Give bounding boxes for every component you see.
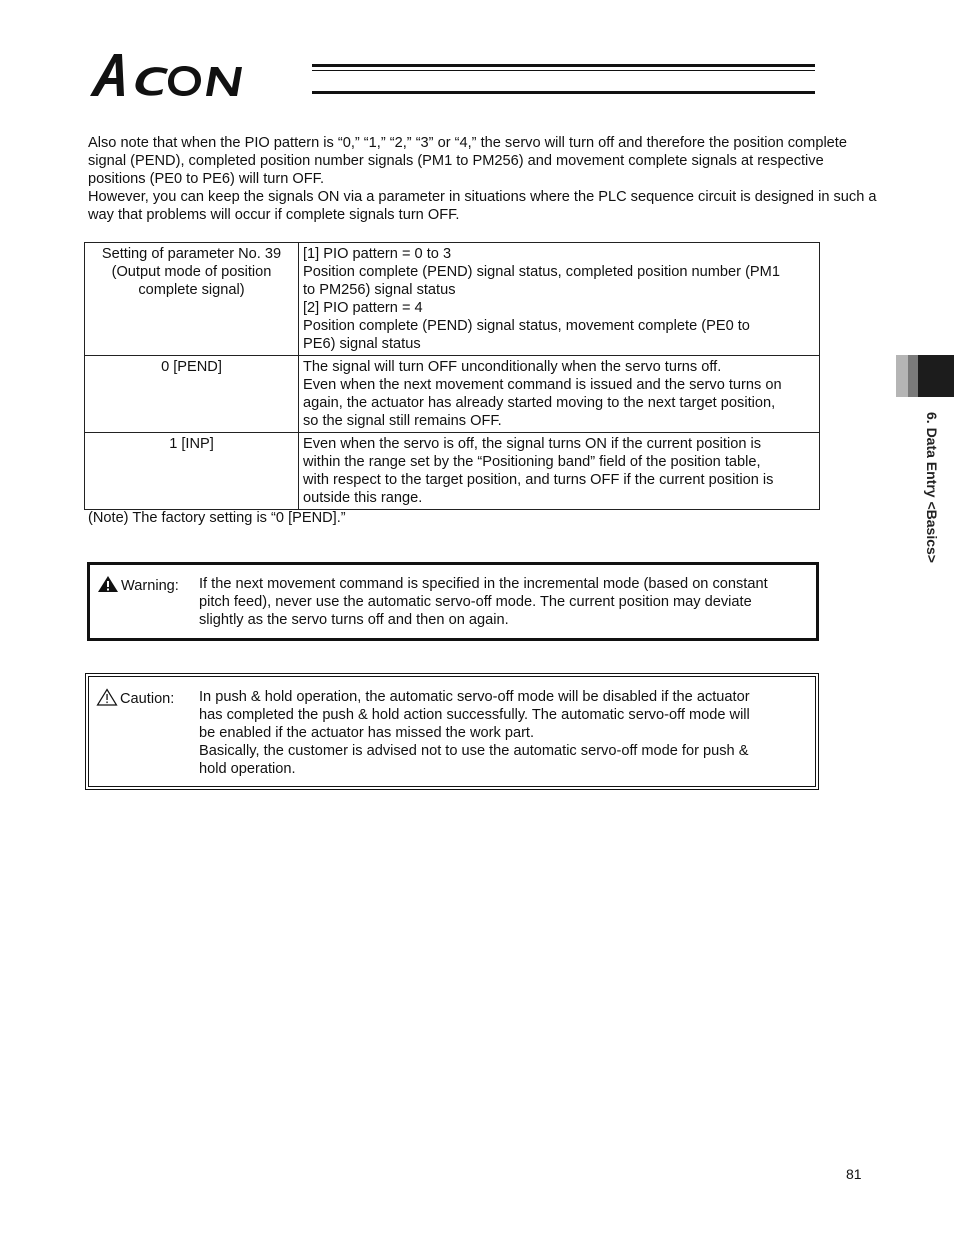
- page-number: 81: [846, 1166, 862, 1182]
- section-label: 6. Data Entry <Basics>: [924, 412, 940, 563]
- cell-line: Even when the servo is off, the signal turns ON if the current position is: [303, 436, 762, 452]
- caution-label-text: Caution:: [120, 691, 175, 707]
- caution-line: Basically, the customer is advised not to use the automatic servo-off mode for push &: [199, 743, 749, 759]
- acon-logo: [88, 50, 316, 100]
- table-header-row: [85, 243, 820, 356]
- intro-text: [88, 134, 878, 224]
- table-cell: 0 [PEND]: [85, 356, 299, 433]
- caution-line: be enabled if the actuator has missed the work part.: [199, 725, 535, 741]
- cell-line: Setting of parameter No. 39: [101, 246, 282, 262]
- warning-line: slightly as the servo turns off and then on again.: [199, 612, 509, 628]
- header-rule: [312, 70, 815, 71]
- cell-line: to PM256) signal status: [303, 282, 456, 298]
- cell-line: Position complete (PEND) signal status, movement complete (PE0 to: [303, 318, 750, 334]
- table-row: [85, 356, 820, 433]
- cell-line: Position complete (PEND) signal status, completed position number (PM1: [303, 264, 780, 280]
- cell-line: The signal will turn OFF unconditionally when the servo turns off.: [303, 359, 722, 375]
- table-cell: 1 [INP]: [85, 433, 299, 510]
- warning-icon: [97, 575, 119, 593]
- caution-line: In push & hold operation, the automatic servo-off mode will be disabled if the actuator: [199, 689, 750, 705]
- cell-line: with respect to the target position, and turns OFF if the current position is: [303, 472, 774, 488]
- caution-line: hold operation.: [199, 761, 296, 777]
- table-note: (Note) The factory setting is “0 [PEND].”: [88, 510, 346, 526]
- cell-line: Even when the next movement command is issued and the servo turns on: [303, 377, 782, 393]
- warning-label: [97, 575, 179, 595]
- intro-paragraph: However, you can keep the signals ON via a parameter in situations where the PLC sequence circuit is designed in such a way that problems will occur if complete signals turn OFF.: [88, 189, 877, 223]
- header-rule: [312, 64, 815, 67]
- warning-line: pitch feed), never use the automatic servo-off mode. The current position may deviate: [199, 594, 752, 610]
- caution-label: [96, 688, 174, 708]
- table-row: [85, 433, 820, 510]
- cell-line: [1] PIO pattern = 0 to 3: [303, 246, 452, 262]
- caution-icon: [96, 688, 118, 706]
- warning-label-text: Warning:: [121, 578, 179, 594]
- cell-line: so the signal still remains OFF.: [303, 413, 502, 429]
- parameter-table: [84, 242, 820, 510]
- caution-text: [199, 688, 811, 778]
- warning-text: [199, 575, 811, 629]
- table-cell: [299, 433, 820, 510]
- cell-line: [2] PIO pattern = 4: [303, 300, 423, 316]
- header-rule: [312, 91, 815, 94]
- table-cell: [85, 243, 299, 356]
- warning-line: If the next movement command is specified in the incremental mode (based on constant: [199, 576, 768, 592]
- intro-paragraph: Also note that when the PIO pattern is “0,” “1,” “2,” “3” or “4,” the servo will turn off and therefore the position complete signal (PEND), completed position number signals (PM1 to PM256) and movement complete signals at respective positions (PE0 to PE6) will turn OFF.: [88, 135, 847, 187]
- cell-line: complete signal): [138, 282, 245, 298]
- section-tab: [896, 355, 908, 397]
- cell-line: PE6) signal status: [303, 336, 421, 352]
- section-tab: [908, 355, 918, 397]
- cell-line: within the range set by the “Positioning band” field of the position table,: [303, 454, 761, 470]
- cell-line: outside this range.: [303, 490, 423, 506]
- table-cell: [299, 356, 820, 433]
- section-tab: [918, 355, 954, 397]
- cell-line: again, the actuator has already started moving to the next target position,: [303, 395, 776, 411]
- caution-line: has completed the push & hold action successfully. The automatic servo-off mode will: [199, 707, 750, 723]
- cell-line: (Output mode of position: [111, 264, 272, 280]
- table-cell: [299, 243, 820, 356]
